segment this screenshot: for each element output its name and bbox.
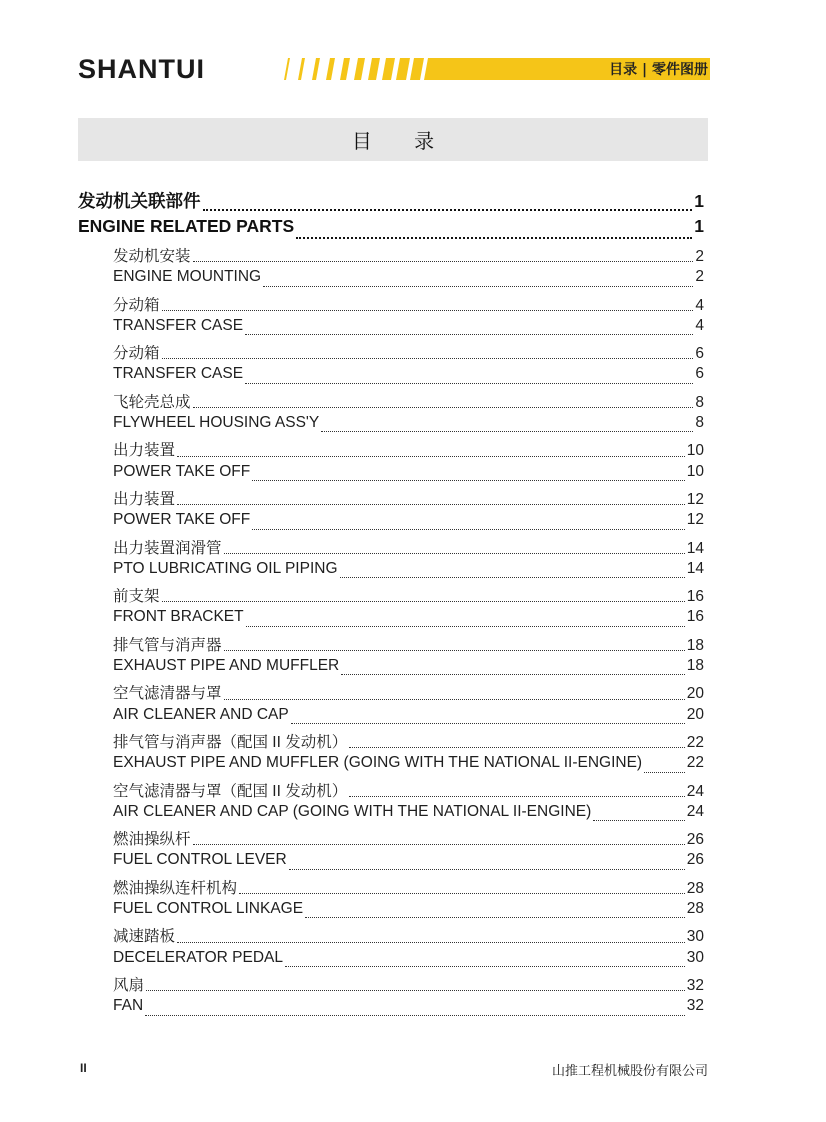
dot-leader (341, 673, 685, 675)
company-name: 山推工程机械股份有限公司 (551, 1064, 708, 1079)
toc-entry-label: FAN (113, 997, 144, 1015)
dot-leader (193, 260, 694, 262)
toc-entry-page: 10 (686, 462, 704, 480)
toc-entry-row[interactable] (78, 560, 704, 584)
toc-entry-page: 6 (695, 365, 704, 383)
toc-entry-label: FUEL CONTROL LINKAGE (113, 900, 304, 918)
toc-entry-label: 发动机安装 (113, 248, 191, 265)
toc-entry-label: FRONT BRACKET (113, 608, 244, 626)
toc-entry-page: 12 (686, 511, 704, 529)
dot-leader (224, 552, 685, 554)
toc-entry-page: 20 (686, 705, 704, 723)
toc-entry-label: 前支架 (113, 588, 160, 606)
toc-entry-row[interactable] (78, 779, 704, 803)
toc-entry-row[interactable] (78, 876, 704, 900)
page-title-box (78, 118, 708, 161)
toc-entry-label: 飞轮壳总成 (113, 393, 191, 411)
dot-leader (224, 649, 685, 651)
dot-leader (252, 528, 685, 530)
dot-leader (177, 941, 685, 943)
toc-entry-label: 出力装置 (113, 442, 176, 460)
toc-entry-label: 风扇 (113, 976, 145, 994)
toc-entry-row[interactable] (78, 681, 704, 705)
toc-entry-row[interactable] (78, 803, 704, 827)
toc-entry-label: 空气滤清器与罩（配国 II 发动机） (113, 782, 348, 800)
toc-entry-page: 18 (686, 657, 704, 675)
toc-entry-page: 4 (695, 296, 704, 314)
toc-chapter-row[interactable] (78, 188, 704, 216)
toc-entry-page: 2 (695, 248, 704, 265)
toc-entry-page: 14 (686, 539, 704, 557)
toc-entry-label: 出力装置 (113, 490, 176, 508)
dot-leader (146, 989, 685, 991)
toc-entry-row[interactable] (78, 438, 704, 462)
table-of-contents (78, 188, 704, 1022)
toc-entry-row[interactable] (78, 730, 704, 754)
toc-entry-page: 20 (686, 685, 704, 703)
toc-entry-label: 空气滤清器与罩 (113, 685, 222, 703)
dot-leader (239, 892, 685, 894)
toc-entry-label: 分动箱 (113, 296, 160, 314)
toc-entry-row[interactable] (78, 827, 704, 851)
toc-entry-row[interactable] (78, 511, 704, 535)
toc-entry-row[interactable] (78, 390, 704, 414)
section-label: 目录 | 零件图册 (609, 62, 708, 78)
toc-entry-page: 22 (686, 733, 704, 751)
dot-leader (162, 600, 685, 602)
toc-entry-label: TRANSFER CASE (113, 316, 244, 334)
dot-leader (177, 455, 685, 457)
dot-leader (305, 916, 685, 918)
toc-entry-page: 30 (686, 928, 704, 946)
toc-entry-row[interactable] (78, 341, 704, 365)
dot-leader (291, 722, 685, 724)
toc-entry-page: 18 (686, 636, 704, 654)
toc-entry-row[interactable] (78, 754, 704, 778)
toc-entry-page: 8 (695, 414, 704, 432)
dot-leader (145, 1014, 685, 1016)
toc-entry-page: 26 (686, 851, 704, 869)
dot-leader (177, 503, 685, 505)
dot-leader (289, 868, 685, 870)
toc-entry-page: 30 (686, 948, 704, 966)
toc-entry-label: TRANSFER CASE (113, 365, 244, 383)
dot-leader (593, 819, 684, 821)
dot-leader (245, 333, 693, 335)
page-number: II (80, 1061, 87, 1075)
toc-entry-row[interactable] (78, 924, 704, 948)
toc-entry-page: 1 (694, 191, 704, 211)
toc-entry-label: 排气管与消声器 (113, 636, 222, 654)
dot-leader (162, 357, 694, 359)
toc-entry-row[interactable] (78, 365, 704, 389)
toc-entry-row[interactable] (78, 268, 704, 292)
toc-entry-page: 22 (686, 754, 704, 772)
toc-entry-page: 1 (694, 216, 704, 236)
toc-entry-page: 32 (686, 976, 704, 994)
toc-entry-label: PTO LUBRICATING OIL PIPING (113, 559, 338, 577)
toc-chapter-row[interactable] (78, 216, 704, 244)
toc-entry-row[interactable] (78, 584, 704, 608)
toc-entry-row[interactable] (78, 463, 704, 487)
toc-entry-label: FLYWHEEL HOUSING ASS'Y (113, 414, 320, 432)
toc-entry-label: POWER TAKE OFF (113, 511, 251, 529)
toc-entry-page: 26 (686, 831, 704, 849)
toc-entry-page: 6 (695, 345, 704, 363)
toc-entry-label: 减速踏板 (113, 928, 176, 946)
dot-leader (203, 208, 693, 211)
toc-entry-label: AIR CLEANER AND CAP (113, 705, 289, 723)
toc-entry-row[interactable] (78, 414, 704, 438)
toc-entry-label: AIR CLEANER AND CAP (GOING WITH THE NATIONAL II-ENGINE) (113, 802, 592, 820)
toc-entry-row[interactable] (78, 949, 704, 973)
toc-entry-page: 16 (686, 588, 704, 606)
toc-entry-label: DECELERATOR PEDAL (113, 948, 283, 966)
dot-leader (644, 771, 685, 773)
toc-entry-label: 燃油操纵连杆机构 (113, 879, 238, 897)
toc-entry-page: 32 (686, 997, 704, 1015)
toc-entry-label: 燃油操纵杆 (113, 831, 191, 849)
dot-leader (296, 236, 692, 239)
toc-entry-row[interactable] (78, 900, 704, 924)
dot-leader (349, 746, 685, 748)
toc-entry-row[interactable] (78, 706, 704, 730)
toc-entry-page: 24 (686, 782, 704, 800)
dot-leader (162, 309, 694, 311)
toc-entry-label: POWER TAKE OFF (113, 462, 251, 480)
toc-entry-label: FUEL CONTROL LEVER (113, 851, 287, 869)
dot-leader (245, 382, 693, 384)
toc-entry-label: ENGINE MOUNTING (113, 268, 262, 286)
dot-leader (349, 795, 685, 797)
toc-entry-page: 14 (686, 559, 704, 577)
toc-entry-label: ENGINE RELATED PARTS (78, 216, 295, 236)
toc-entry-row[interactable] (78, 536, 704, 560)
toc-entry-row[interactable] (78, 608, 704, 632)
toc-entry-label: EXHAUST PIPE AND MUFFLER (113, 657, 340, 675)
toc-entry-label: 排气管与消声器（配国 II 发动机） (113, 733, 348, 751)
toc-entry-row[interactable] (78, 997, 704, 1021)
toc-entry-page: 2 (695, 268, 704, 286)
toc-entry-page: 28 (686, 879, 704, 897)
dot-leader (285, 965, 685, 967)
dot-leader (321, 430, 693, 432)
brand-logo: SHANTUI (78, 54, 205, 84)
toc-entry-label: EXHAUST PIPE AND MUFFLER (GOING WITH THE NATIONAL II-ENGINE) (113, 754, 643, 772)
dot-leader (193, 406, 694, 408)
toc-entry-page: 28 (686, 900, 704, 918)
toc-entry-row[interactable] (78, 657, 704, 681)
toc-entry-page: 10 (686, 442, 704, 460)
toc-entry-page: 24 (686, 802, 704, 820)
toc-entry-row[interactable] (78, 293, 704, 317)
dot-leader (263, 285, 693, 287)
toc-entry-label: 分动箱 (113, 345, 160, 363)
toc-entry-label: 出力装置润滑管 (113, 539, 222, 557)
dot-leader (246, 625, 685, 627)
toc-entry-page: 16 (686, 608, 704, 626)
toc-entry-row[interactable] (78, 973, 704, 997)
toc-entry-row[interactable] (78, 633, 704, 657)
toc-entry-label: 发动机关联部件 (78, 191, 201, 211)
dot-leader (224, 698, 685, 700)
dot-leader (252, 479, 685, 481)
page-header (0, 0, 826, 100)
toc-entry-row[interactable] (78, 487, 704, 511)
toc-entry-row[interactable] (78, 851, 704, 875)
toc-entry-row[interactable] (78, 244, 704, 268)
toc-entry-row[interactable] (78, 317, 704, 341)
toc-entry-page: 8 (695, 393, 704, 411)
dot-leader (193, 843, 685, 845)
page-title: 目 录 (351, 129, 453, 153)
toc-entry-page: 4 (695, 316, 704, 334)
dot-leader (340, 576, 685, 578)
toc-entry-page: 12 (686, 490, 704, 508)
